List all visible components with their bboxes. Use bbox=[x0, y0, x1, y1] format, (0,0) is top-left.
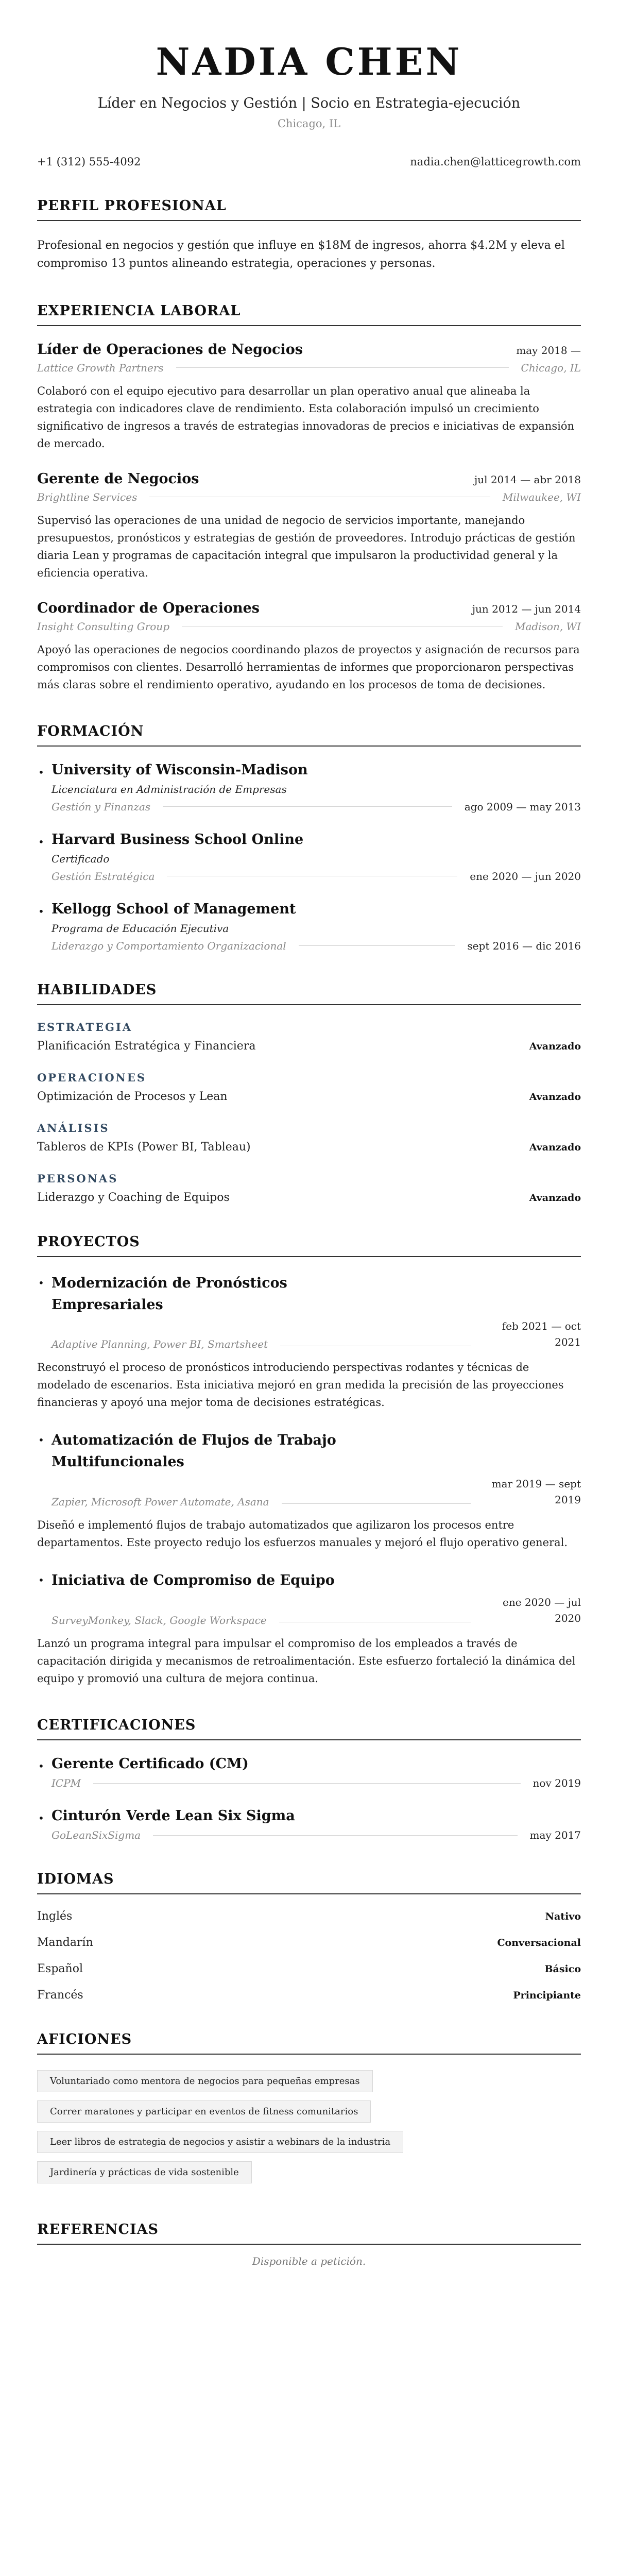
language-level: Básico bbox=[544, 1963, 581, 1975]
project-entry bbox=[37, 1273, 581, 1412]
certifications-section bbox=[37, 1717, 581, 1841]
skill-level: Avanzado bbox=[529, 1040, 581, 1052]
language-name: Inglés bbox=[37, 1910, 73, 1923]
skill-group bbox=[37, 1122, 581, 1154]
candidate-location: Chicago, IL bbox=[277, 117, 341, 130]
language-name: Mandarín bbox=[37, 1936, 93, 1950]
school-name: Harvard Business School Online bbox=[52, 831, 304, 848]
experience-entry bbox=[37, 600, 581, 693]
degree-name: Certificado bbox=[52, 852, 110, 865]
contact-row bbox=[37, 156, 581, 168]
job-location: Madison, WI bbox=[515, 620, 581, 633]
field-of-study: Gestión y Finanzas bbox=[52, 800, 151, 813]
field-of-study: Liderazgo y Comportamiento Organizacional bbox=[52, 939, 286, 952]
certification-date: nov 2019 bbox=[533, 1777, 581, 1790]
bullet-icon: • bbox=[38, 766, 44, 778]
project-title: Modernización de Pronósticos Empresariales bbox=[52, 1275, 287, 1313]
project-tools: SurveyMonkey, Slack, Google Workspace bbox=[52, 1614, 267, 1627]
skill-level: Avanzado bbox=[529, 1091, 581, 1103]
references-note: Disponible a petición. bbox=[252, 2255, 366, 2268]
hobby-tag: Voluntariado como mentora de negocios para pequeñas empresas bbox=[37, 2070, 373, 2092]
company-name: Lattice Growth Partners bbox=[37, 361, 164, 374]
school-name: Kellogg School of Management bbox=[52, 901, 296, 917]
leader-line bbox=[176, 367, 509, 368]
degree-name: Programa de Educación Ejecutiva bbox=[52, 922, 229, 935]
company-name: Brightline Services bbox=[37, 490, 138, 503]
skill-level: Avanzado bbox=[529, 1141, 581, 1153]
certification-date: may 2017 bbox=[529, 1829, 581, 1842]
job-dates: jul 2014 — abr 2018 bbox=[474, 473, 581, 486]
field-of-study: Gestión Estratégica bbox=[52, 870, 155, 883]
job-dates: jun 2012 — jun 2014 bbox=[472, 602, 581, 615]
job-dates: may 2018 — bbox=[516, 344, 581, 357]
section-title-experience: EXPERIENCIA LABORAL bbox=[37, 303, 581, 326]
skill-category: ESTRATEGIA bbox=[37, 1020, 133, 1033]
skill-category: PERSONAS bbox=[37, 1172, 118, 1185]
job-description: Apoyó las operaciones de negocios coordinando plazos de proyectos y asignación de recursos para compromisos con clientes. Desarrolló herramientas de informes que proporcionaron perspectivas más claras sobre el rendimiento operativo, ayudando en los procesos de toma de decisiones. bbox=[37, 643, 580, 691]
education-entry bbox=[37, 762, 581, 813]
section-title-skills: HABILIDADES bbox=[37, 982, 581, 1005]
skill-name: Liderazgo y Coaching de Equipos bbox=[37, 1191, 230, 1204]
section-title-references: REFERENCIAS bbox=[37, 2222, 581, 2245]
skill-name: Planificación Estratégica y Financiera bbox=[37, 1039, 256, 1053]
language-row bbox=[37, 1989, 581, 2002]
leader-line bbox=[299, 945, 455, 946]
education-dates: ene 2020 — jun 2020 bbox=[470, 870, 581, 883]
section-title-projects: PROYECTOS bbox=[37, 1234, 581, 1257]
certification-entry bbox=[37, 1808, 581, 1841]
language-row bbox=[37, 1910, 581, 1923]
profile-section bbox=[37, 198, 581, 273]
certification-entry bbox=[37, 1756, 581, 1789]
section-title-education: FORMACIÓN bbox=[37, 723, 581, 747]
certification-issuer: GoLeanSixSigma bbox=[52, 1829, 141, 1842]
candidate-name: NADIA CHEN bbox=[156, 40, 462, 83]
certification-issuer: ICPM bbox=[52, 1777, 81, 1790]
language-level: Conversacional bbox=[497, 1937, 581, 1949]
certification-name: Gerente Certificado (CM) bbox=[52, 1756, 249, 1772]
section-title-certifications: CERTIFICACIONES bbox=[37, 1717, 581, 1740]
projects-section bbox=[37, 1234, 581, 1687]
project-description: Lanzó un programa integral para impulsar el compromiso de los empleados a través de capacitación dirigida y mecanismos de retroalimentación. Este esfuerzo fortaleció la dinámica del equipo y promovió una cultura de mejora continua. bbox=[37, 1637, 576, 1685]
bullet-icon: • bbox=[38, 1760, 44, 1773]
phone-number[interactable]: +1 (312) 555-4092 bbox=[37, 156, 141, 168]
skill-name: Optimización de Procesos y Lean bbox=[37, 1090, 228, 1103]
language-level: Nativo bbox=[545, 1911, 581, 1923]
certification-name: Cinturón Verde Lean Six Sigma bbox=[52, 1808, 295, 1824]
skill-category: ANÁLISIS bbox=[37, 1121, 110, 1134]
references-section bbox=[37, 2222, 581, 2267]
leader-line bbox=[282, 1503, 471, 1504]
section-title-languages: IDIOMAS bbox=[37, 1871, 581, 1894]
language-name: Francés bbox=[37, 1989, 83, 2002]
education-dates: ago 2009 — may 2013 bbox=[464, 800, 581, 813]
bullet-icon: • bbox=[38, 1434, 44, 1447]
job-title: Líder de Operaciones de Negocios bbox=[37, 341, 303, 358]
leader-line bbox=[93, 1783, 520, 1784]
bullet-icon: • bbox=[38, 1574, 44, 1587]
job-description: Colaboró con el equipo ejecutivo para desarrollar un plan operativo anual que alineaba la estrategia con indicadores clave de rendimiento. Esta colaboración impulsó un crecimiento significativo de ingresos a través de estrategias innovadoras de precios e iniciativas de expansión de mercado. bbox=[37, 384, 574, 450]
degree-name: Licenciatura en Administración de Empresas bbox=[52, 783, 287, 795]
skill-group bbox=[37, 1172, 581, 1204]
candidate-tagline: Líder en Negocios y Gestión | Socio en Estrategia-ejecución bbox=[97, 95, 521, 112]
language-name: Español bbox=[37, 1962, 83, 1976]
experience-section bbox=[37, 303, 581, 693]
hobbies-section bbox=[37, 2031, 581, 2192]
language-row bbox=[37, 1962, 581, 1975]
bullet-icon: • bbox=[38, 1812, 44, 1825]
leader-line bbox=[153, 1835, 517, 1836]
project-entry bbox=[37, 1570, 581, 1687]
bullet-icon: • bbox=[38, 835, 44, 848]
leader-line bbox=[163, 806, 452, 807]
project-dates: mar 2019 — sept 2019 bbox=[491, 1478, 581, 1506]
email-address[interactable]: nadia.chen@latticegrowth.com bbox=[410, 156, 581, 168]
education-entry bbox=[37, 832, 581, 883]
language-row bbox=[37, 1936, 581, 1949]
project-dates: feb 2021 — oct 2021 bbox=[502, 1320, 581, 1349]
hobby-tag: Jardinería y prácticas de vida sostenible bbox=[37, 2161, 252, 2183]
skills-section bbox=[37, 982, 581, 1204]
project-tools: Adaptive Planning, Power BI, Smartsheet bbox=[52, 1338, 268, 1351]
skill-category: OPERACIONES bbox=[37, 1071, 147, 1084]
profile-summary: Profesional en negocios y gestión que influye en $18M de ingresos, ahorra $4.2M y eleva el compromiso 13 puntos alineando estrategia, operaciones y personas. bbox=[37, 239, 565, 270]
job-title: Gerente de Negocios bbox=[37, 470, 199, 487]
project-title: Iniciativa de Compromiso de Equipo bbox=[52, 1572, 335, 1589]
skill-level: Avanzado bbox=[529, 1192, 581, 1204]
project-dates: ene 2020 — jul 2020 bbox=[502, 1596, 581, 1625]
project-description: Reconstruyó el proceso de pronósticos introduciendo perspectivas rodantes y técnicas de modelado de escenarios. Esta iniciativa mejoró en gran medida la precisión de las proyecciones financieras y apoyó una mejor toma de decisiones estratégicas. bbox=[37, 1361, 564, 1409]
skill-name: Tableros de KPIs (Power BI, Tableau) bbox=[37, 1140, 251, 1154]
language-level: Principiante bbox=[513, 1990, 581, 2002]
skill-group bbox=[37, 1071, 581, 1103]
bullet-icon: • bbox=[38, 905, 44, 918]
experience-entry bbox=[37, 471, 581, 582]
project-tools: Zapier, Microsoft Power Automate, Asana bbox=[52, 1496, 269, 1509]
job-location: Milwaukee, WI bbox=[502, 490, 581, 503]
hobby-tag: Correr maratones y participar en eventos de fitness comunitarios bbox=[37, 2100, 371, 2123]
school-name: University of Wisconsin-Madison bbox=[52, 761, 308, 778]
company-name: Insight Consulting Group bbox=[37, 620, 170, 633]
project-entry bbox=[37, 1430, 581, 1551]
section-title-hobbies: AFICIONES bbox=[37, 2031, 581, 2055]
skill-group bbox=[37, 1021, 581, 1053]
section-title-profile: PERFIL PROFESIONAL bbox=[37, 198, 581, 221]
project-title: Automatización de Flujos de Trabajo Multifuncionales bbox=[52, 1432, 336, 1470]
project-description: Diseñó e implementó flujos de trabajo automatizados que agilizaron los procesos entre departamentos. Este proyecto redujo los esfuerzos manuales y mejoró el flujo operativo general. bbox=[37, 1519, 568, 1549]
languages-section bbox=[37, 1871, 581, 2002]
job-title: Coordinador de Operaciones bbox=[37, 600, 260, 616]
job-description: Supervisó las operaciones de una unidad de negocio de servicios importante, manejando presupuestos, pronósticos y estrategias de gestión de proveedores. Introdujo prácticas de gestión diaria Lean y programas de capacitación integral que impulsaron la productividad general y la eficiencia operativa. bbox=[37, 514, 576, 579]
education-section bbox=[37, 723, 581, 952]
resume-header bbox=[37, 0, 581, 130]
education-dates: sept 2016 — dic 2016 bbox=[467, 939, 581, 952]
bullet-icon: • bbox=[38, 1276, 44, 1289]
job-location: Chicago, IL bbox=[521, 361, 581, 374]
education-entry bbox=[37, 901, 581, 952]
hobby-tag: Leer libros de estrategia de negocios y asistir a webinars de la industria bbox=[37, 2131, 403, 2153]
experience-entry bbox=[37, 342, 581, 452]
